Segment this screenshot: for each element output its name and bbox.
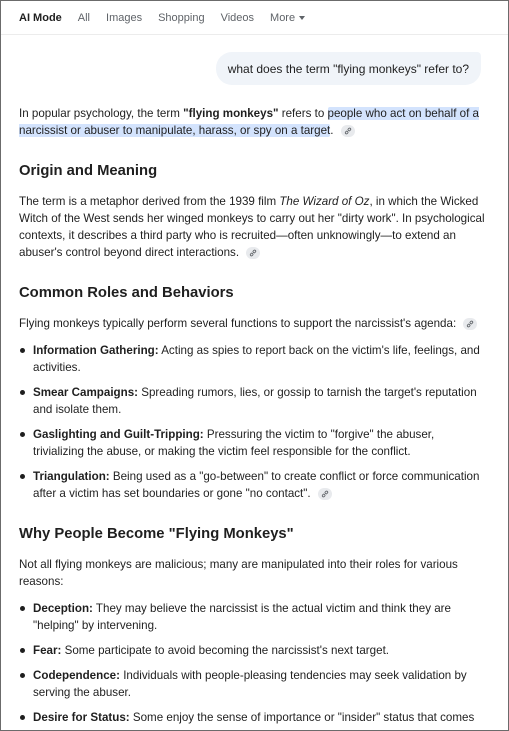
- roles-heading: Common Roles and Behaviors: [19, 285, 234, 301]
- intro-text: In popular psychology, the term: [19, 107, 184, 120]
- item-text: Being used as a "go-between" to create conflict or force communication after a victim has set boundaries or gone "no contact".: [33, 470, 480, 500]
- tab-videos[interactable]: Videos: [220, 11, 255, 24]
- list-item: [19, 667, 487, 701]
- item-title: Triangulation:: [33, 470, 110, 483]
- item-title: Smear Campaigns:: [33, 386, 139, 399]
- item-title: Fear:: [33, 644, 62, 657]
- item-text: Some enjoy the sense of importance or "insider" status that comes: [129, 711, 475, 724]
- item-title: Deception:: [33, 602, 93, 615]
- user-query-bubble: what does the term "flying monkeys" refer to?: [216, 52, 481, 85]
- item-title: Desire for Status:: [33, 711, 130, 724]
- why-heading: Why People Become "Flying Monkeys": [19, 526, 294, 542]
- origin-text: The term is a metaphor derived from the 1939 film: [19, 195, 280, 208]
- tab-more[interactable]: [270, 12, 305, 24]
- item-text: Spreading rumors, lies, or gossip to tarnish the target's reputation and isolate them.: [33, 386, 477, 416]
- origin-text: , in which the Wicked Witch of the West sends her winged monkeys to carry out her "dirty work". In psychological contexts, it describes a third party who is recruited—often unknowingly—to extend an abuser's control beyond direct interactions.: [19, 195, 485, 259]
- item-title: Gaslighting and Guilt-Tripping:: [33, 428, 204, 441]
- intro-text: .: [330, 124, 334, 137]
- intro-text: refers to: [278, 107, 328, 120]
- list-item: [19, 384, 487, 418]
- roles-list: [19, 342, 487, 502]
- why-section: [19, 524, 487, 726]
- link-icon[interactable]: [246, 247, 260, 259]
- item-text: Individuals with people-pleasing tendencies may seek validation by serving the abuser.: [33, 669, 467, 699]
- origin-heading: Origin and Meaning: [19, 163, 158, 179]
- tab-all[interactable]: All: [77, 11, 91, 24]
- item-title: Information Gathering:: [33, 344, 159, 357]
- why-list: [19, 600, 487, 726]
- list-item: [19, 642, 487, 659]
- intro-paragraph: [19, 105, 487, 139]
- roles-lead: [19, 315, 487, 332]
- list-item: [19, 426, 487, 460]
- chevron-down-icon: [299, 16, 305, 20]
- highlighted-definition[interactable]: people who act on behalf of a narcissist or abuser to manipulate, harass, or spy on a target: [19, 107, 479, 137]
- why-lead: Not all flying monkeys are malicious; many are manipulated into their roles for various reasons:: [19, 558, 458, 588]
- search-tabs-bar: [1, 1, 508, 35]
- origin-paragraph: [19, 193, 487, 261]
- roles-lead-text: Flying monkeys typically perform several functions to support the narcissist's agenda:: [19, 317, 457, 330]
- list-item: [19, 342, 487, 376]
- film-title: The Wizard of Oz: [279, 195, 370, 208]
- intro-term: "flying monkeys": [183, 107, 279, 120]
- link-icon[interactable]: [318, 488, 332, 500]
- origin-section: [19, 161, 487, 261]
- tab-shopping[interactable]: Shopping: [158, 11, 205, 24]
- item-text: Acting as spies to report back on the victim's life, feelings, and activities.: [33, 344, 480, 374]
- list-item: [19, 709, 487, 726]
- tab-ai-mode[interactable]: AI Mode: [19, 11, 62, 24]
- list-item: [19, 468, 487, 502]
- more-label: More: [270, 11, 296, 24]
- link-icon[interactable]: [341, 125, 355, 137]
- item-title: Codependence:: [33, 669, 120, 682]
- item-text: Pressuring the victim to "forgive" the abuser, trivializing the abuse, or making the victim feel responsible for the conflict.: [33, 428, 435, 458]
- list-item: [19, 600, 487, 634]
- link-icon[interactable]: [463, 318, 477, 330]
- roles-section: [19, 283, 487, 502]
- item-text: They may believe the narcissist is the actual victim and think they are "helping" by intervening.: [33, 602, 451, 632]
- ai-response: [19, 105, 487, 731]
- tab-images[interactable]: Images: [106, 11, 143, 24]
- item-text: Some participate to avoid becoming the narcissist's next target.: [61, 644, 390, 657]
